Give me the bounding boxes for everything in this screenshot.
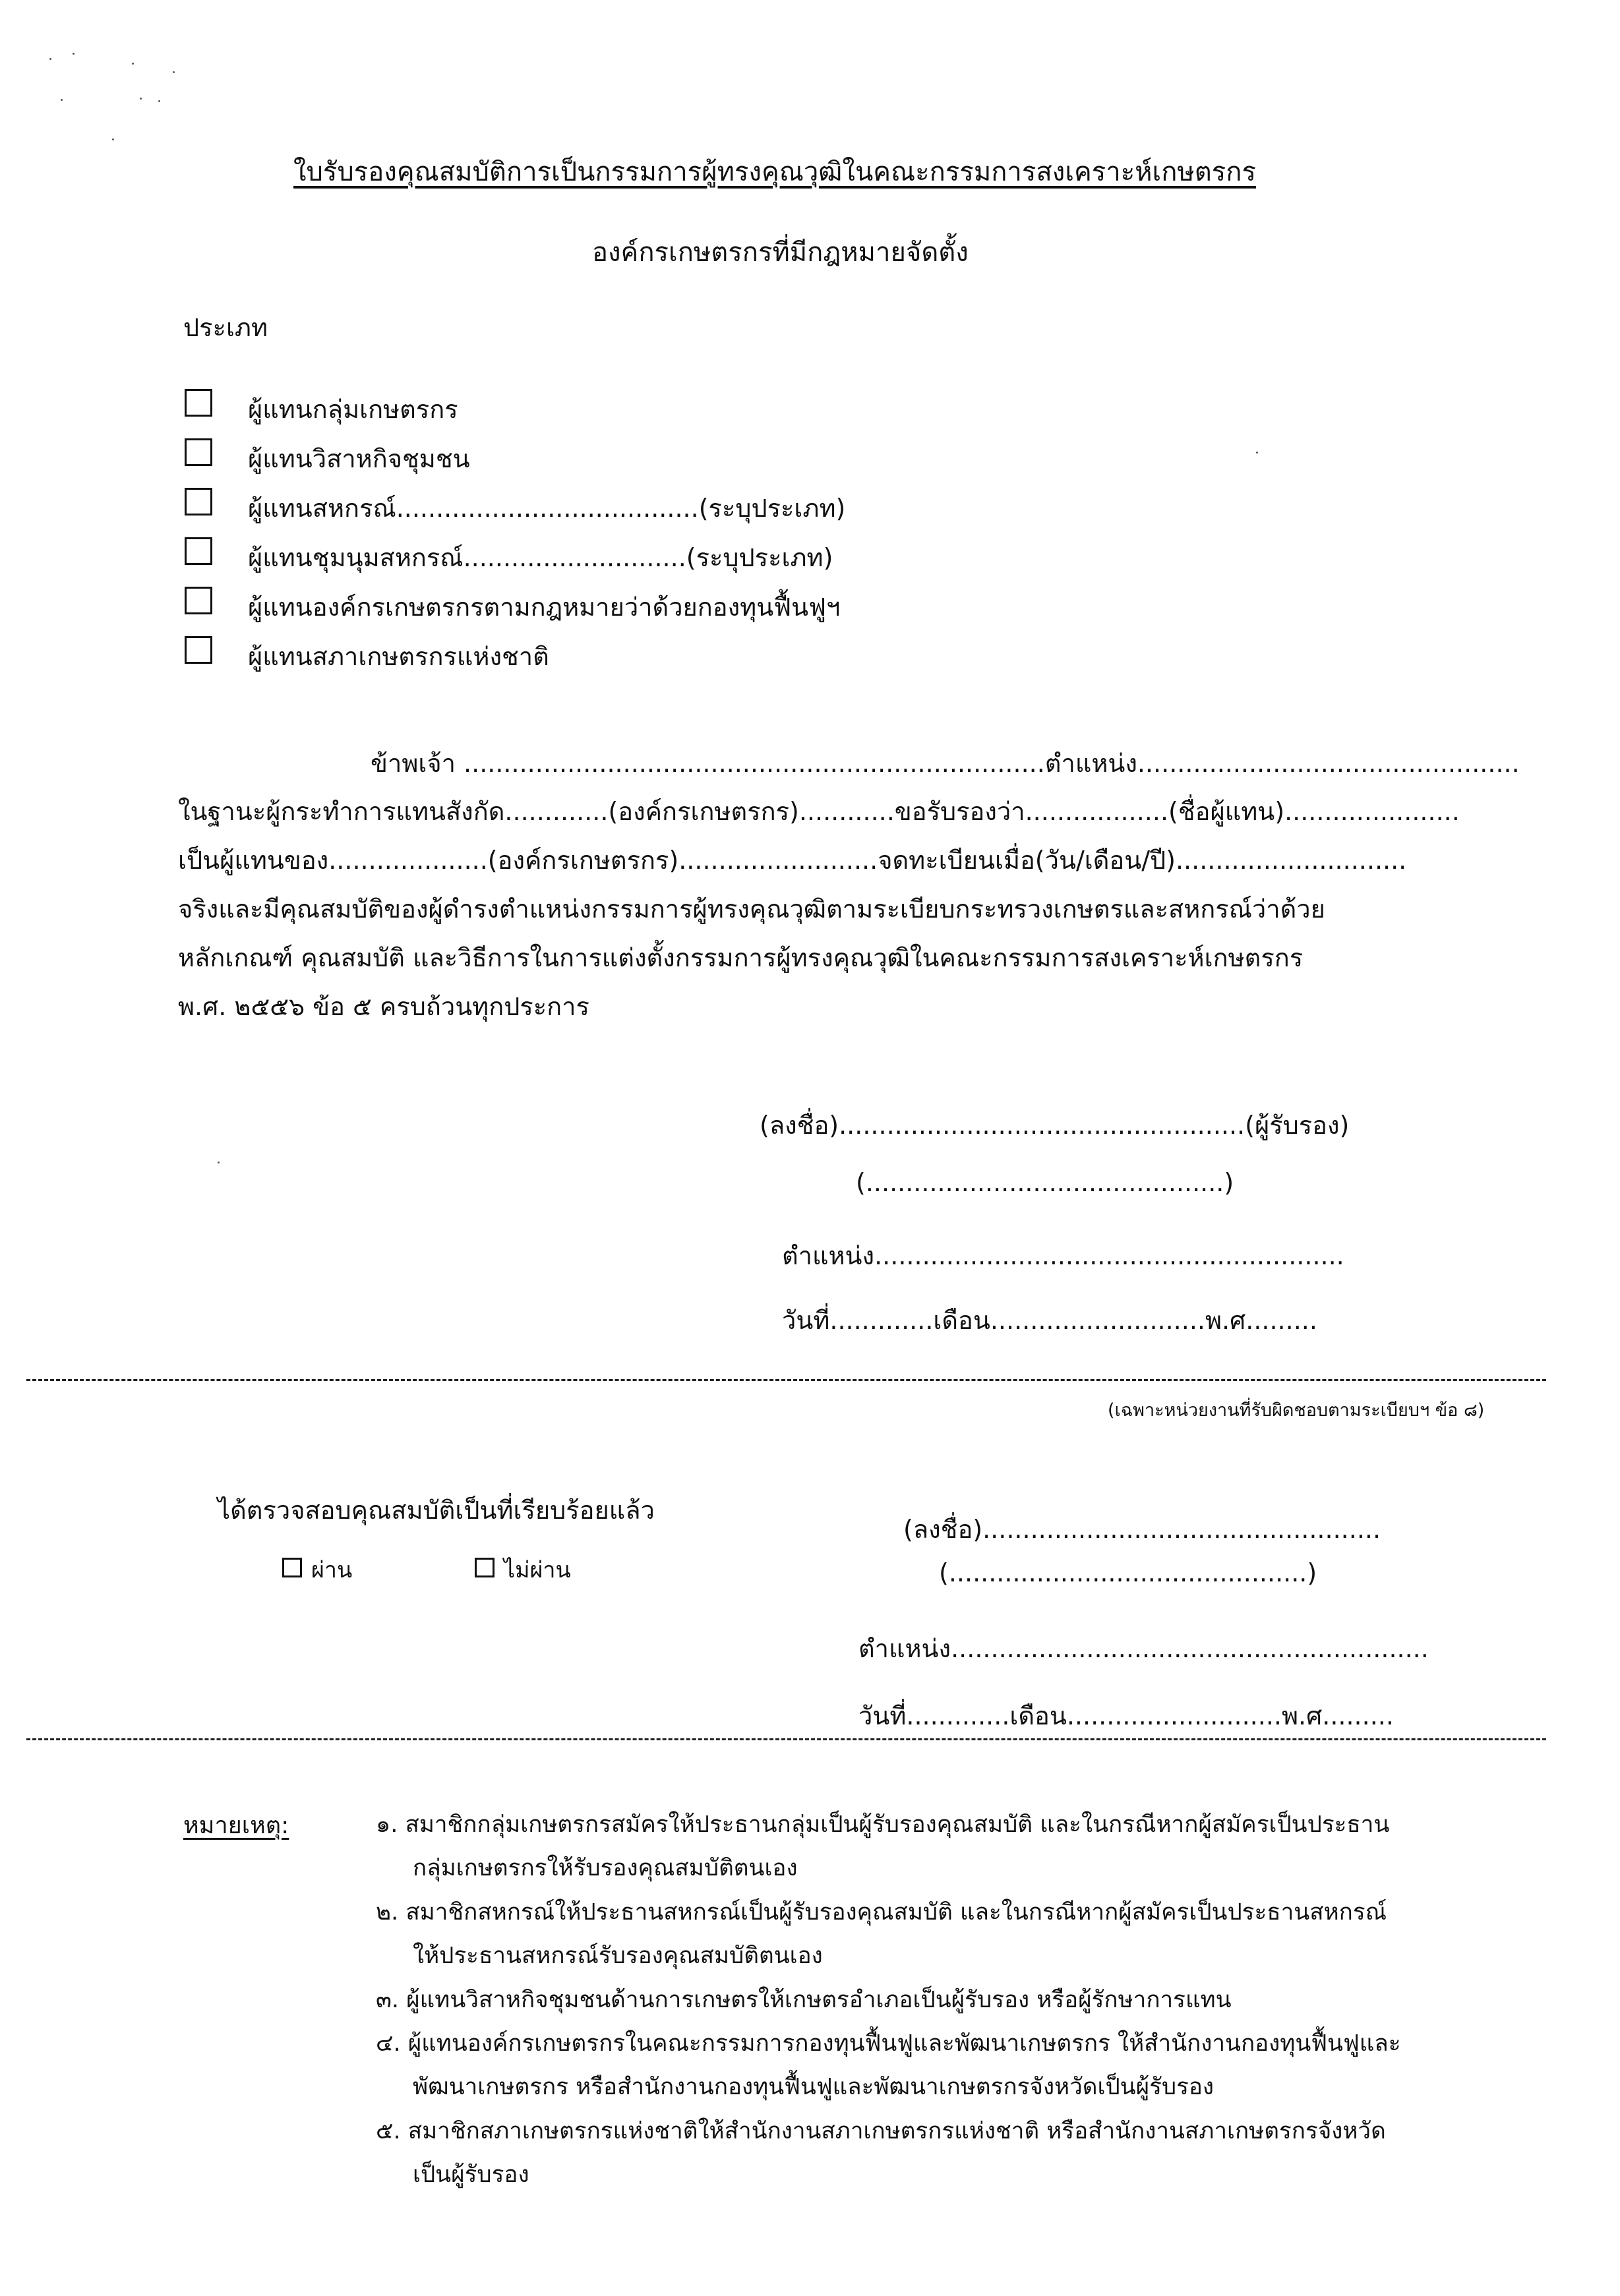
checkbox-pass[interactable] [282, 1558, 302, 1577]
declaration-line: หลักเกณฑ์ คุณสมบัติ และวิธีการในการแต่งตั้งกรรมการผู้ทรงคุณวุฒิในคณะกรรมการสงเคราะห์เกษตรกร [178, 943, 1304, 972]
remarks-heading: หมายเหตุ: [183, 1812, 289, 1839]
remark-item: ๕. สมาชิกสภาเกษตรกรแห่งชาติให้สำนักงานสภาเกษตรกรแห่งชาติ หรือสำนักงานสภาเกษตรกรจังหวัด [376, 2118, 1386, 2144]
remark-item: พัฒนาเกษตรกร หรือสำนักงานกองทุนฟื้นฟูและพัฒนาเกษตรกรจังหวัดเป็นผู้รับรอง [413, 2074, 1215, 2100]
declaration-line: ข้าพเจ้า .........................................................................ตำแหน่ง................................................ [371, 749, 1520, 778]
scan-speck [132, 63, 134, 65]
fail-label: ไม่ผ่าน [504, 1557, 571, 1583]
agency-note: (เฉพาะหน่วยงานที่รับผิดชอบตามระเบียบฯ ข้อ ๘) [1108, 1400, 1485, 1421]
remark-item: ๒. สมาชิกสหกรณ์ให้ประธานสหกรณ์เป็นผู้รับรองคุณสมบัติ และในกรณีหากผู้สมัครเป็นประธานสหกรณ์ [376, 1899, 1387, 1926]
declaration-line: ในฐานะผู้กระทำการแทนสังกัด.............(องค์กรเกษตรกร)............ขอรับรองว่า..................(ชื่อผู้แทน)...................... [178, 797, 1460, 826]
scan-speck [158, 100, 160, 102]
type-label: ประเภท [183, 313, 268, 342]
checkbox-cooperative[interactable] [185, 488, 212, 515]
scan-speck [49, 58, 51, 60]
type-option-label: ผู้แทนสหกรณ์......................................(ระบุประเภท) [248, 494, 846, 523]
declaration-line: จริงและมีคุณสมบัติของผู้ดำรงตำแหน่งกรรมการผู้ทรงคุณวุฒิตามระเบียบกระทรวงเกษตรและสหกรณ์ว่าด้วย [178, 895, 1325, 924]
scan-speck [112, 138, 114, 140]
certifier-name-line[interactable]: (.............................................) [856, 1168, 1234, 1197]
type-option-label: ผู้แทนกลุ่มเกษตรกร [248, 395, 458, 424]
certifier-date-line[interactable]: วันที่.............เดือน...........................พ.ศ......... [782, 1306, 1317, 1335]
certifier-sign-line[interactable]: (ลงชื่อ)...................................................(ผู้รับรอง) [760, 1111, 1350, 1140]
declaration-line: เป็นผู้แทนของ....................(องค์กรเกษตรกร).........................จดทะเบียนเมื่อ(วัน/เดือน/ปี)............................. [178, 846, 1407, 875]
scan-speck [73, 53, 75, 55]
declaration-line: พ.ศ. ๒๕๕๖ ข้อ ๕ ครบถ้วนทุกประการ [178, 992, 589, 1021]
scan-speck [218, 1162, 220, 1163]
type-option-label: ผู้แทนสภาเกษตรกรแห่งชาติ [248, 642, 549, 671]
remark-item: ๔. ผู้แทนองค์กรเกษตรกรในคณะกรรมการกองทุนฟื้นฟูและพัฒนาเกษตรกร ให้สำนักงานกองทุนฟื้นฟูและ [376, 2030, 1401, 2057]
scan-speck [140, 98, 142, 100]
verifier-name-line[interactable]: (.............................................) [939, 1558, 1317, 1587]
remark-item: ๑. สมาชิกกลุ่มเกษตรกรสมัครให้ประธานกลุ่มเป็นผู้รับรองคุณสมบัติ และในกรณีหากผู้สมัครเป็นประธาน [376, 1811, 1390, 1838]
scan-speck [61, 99, 63, 101]
verification-label: ได้ตรวจสอบคุณสมบัติเป็นที่เรียบร้อยแล้ว [218, 1496, 655, 1525]
verifier-sign-line[interactable]: (ลงชื่อ).................................................. [903, 1515, 1381, 1544]
remark-item: กลุ่มเกษตรกรให้รับรองคุณสมบัติตนเอง [413, 1855, 798, 1881]
type-option-label: ผู้แทนองค์กรเกษตรกรตามกฎหมายว่าด้วยกองทุนฟื้นฟูฯ [248, 593, 841, 622]
checkbox-farmer-group[interactable] [185, 389, 212, 417]
certifier-position-line[interactable]: ตำแหน่ง........................................................... [782, 1241, 1344, 1270]
section-divider [26, 1738, 1546, 1740]
checkbox-cooperative-federation[interactable] [185, 537, 212, 565]
checkbox-rehabilitation-fund-org[interactable] [185, 587, 212, 614]
verifier-position-line[interactable]: ตำแหน่ง............................................................ [858, 1634, 1429, 1663]
verifier-date-line[interactable]: วันที่.............เดือน...........................พ.ศ......... [858, 1701, 1394, 1730]
type-option-label: ผู้แทนวิสาหกิจชุมชน [248, 444, 470, 473]
scan-speck [173, 71, 175, 73]
remark-item: เป็นผู้รับรอง [413, 2162, 529, 2188]
section-divider [26, 1379, 1546, 1381]
form-subtitle: องค์กรเกษตรกรที่มีกฎหมายจัดตั้ง [592, 237, 969, 268]
form-title: ใบรับรองคุณสมบัติการเป็นกรรมการผู้ทรงคุณวุฒิในคณะกรรมการสงเคราะห์เกษตรกร [293, 157, 1256, 187]
pass-label: ผ่าน [311, 1557, 353, 1583]
checkbox-fail[interactable] [475, 1558, 495, 1577]
remark-item: ให้ประธานสหกรณ์รับรองคุณสมบัติตนเอง [413, 1943, 823, 1969]
remark-item: ๓. ผู้แทนวิสาหกิจชุมชนด้านการเกษตรให้เกษตรอำเภอเป็นผู้รับรอง หรือผู้รักษาการแทน [376, 1987, 1232, 2013]
type-option-label: ผู้แทนชุมนุมสหกรณ์............................(ระบุประเภท) [248, 543, 833, 572]
checkbox-community-enterprise[interactable] [185, 438, 212, 466]
checkbox-national-farmers-council[interactable] [185, 636, 212, 664]
scan-speck [1256, 452, 1258, 454]
